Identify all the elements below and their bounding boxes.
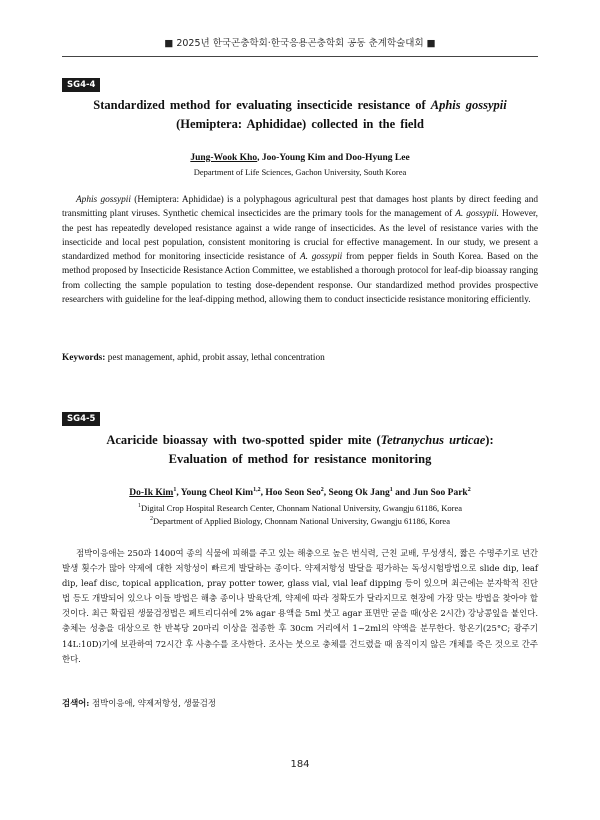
session-tag: SG4-5 [62, 412, 100, 426]
abstract: 점박이응애는 250과 1400여 종의 식물에 피해를 주고 있는 해충으로 높은 번식력, 근친 교배, 무성생식, 짧은 수명주기로 년간 발생 횟수가 많아 약제에 대한 저항성이 빠르게 발달하는 종이다. 약제저항성 발달을 평가하는 독성시험방법으로 slide dip, leaf dip, leaf disc, topical application, pray potter tower, glass vial, vial leaf dipping 등이 있으며 최근에는 분자학적 진단법 등도 개발되어 있으나 이들 방법은 해충 종이나 발육단계, 약제에 따라 정확도가 달라지므로 현장에 가장 맞는 방법을 찾아야 할 것이다. 최근 확립된 생물검정법은 페트리디쉬에 2% agar 용액을 5ml 붓고 agar 표면만 굳을 때(상온 2시간) 강낭콩잎을 붙인다. 충체는 성충을 대상으로 한 반복당 20마리 이상을 접종한 후 30cm 거리에서 1~2ml의 약액을 분무한다. 항온기(25°C; 광주기 14L:10D)기에 보관하여 72시간 후 사충수를 조사한다. 조사는 붓으로 충체를 건드렸을 때 움직이지 않은 개체를 죽은 것으로 간주한다. [62, 548, 538, 664]
presenting-author: Do-Ik Kim [129, 488, 174, 498]
page-number: 184 [290, 759, 310, 770]
session-tag: SG4-4 [62, 78, 100, 92]
author-list [62, 152, 538, 165]
species-name: Tetranychus urticae [380, 433, 486, 447]
species-name: Aphis gossypii [430, 98, 507, 112]
abstract: Aphis gossypii (Hemiptera: Aphididae) is a polyphagous agricultural pest that damages host plants by direct feeding and transmitting plant viruses. Synthetic chemical insecticides are the primary tools for the management of A. gossypii. However, the pest has repeatedly developed resistance against a wide range of insecticides. As the level of resistance varies with the insecticide and local pest population, consistent monitoring is crucial for effective management. In our study, we present a standardized method for monitoring insecticide resistance of A. gossypii from pepper fields in South Korea. Based on the method proposed by Insecticide Resistance Action Committee, we established a thorough protocol for leaf-dip bioassay ranging from collecting the sample population to testing dose-dependent response. Our standardized method provides prospective researchers with guideline for the leaf-dipping method, allowing them to conduct insecticide resistance monitoring efficiently. [62, 195, 539, 306]
presenting-author: Jung-Wook Kho [190, 153, 258, 163]
title-line-1: Standardized method for evaluating insecticide resistance of Aphis gossypii [93, 98, 507, 112]
affiliation: Department of Life Sciences, Gachon University, South Korea [193, 167, 407, 177]
title-line-2: (Hemiptera: Aphididae) collected in the field [176, 117, 424, 131]
keywords: Keywords: pest management, aphid, probit assay, lethal concentration [62, 353, 325, 363]
article-title [62, 431, 538, 469]
co-authors: , Joo-Young Kim and Doo-Hyung Lee [257, 153, 410, 163]
keywords-label: 검색어: [62, 698, 90, 708]
affiliation-1: $^1$Digital Crop Hospital Research Center, Chonnam National University, Gwangju 61186, Korea [137, 503, 463, 513]
conference-header: ■ 2025년 한국곤충학회·한국응용곤충학회 공동 춘계학술대회 ■ [62, 34, 538, 57]
title-line-1: Acaricide bioassay with two-spotted spider mite (Tetranychus urticae): [106, 433, 494, 447]
author-list: Do-Ik Kim$^1$, Young Cheol Kim$^{1,2}$, Hoo Seon Seo$^2$, Seong Ok Jang$^1$ and Jun Soo Park$^2$ [129, 486, 471, 498]
affiliation-2: $^2$Department of Applied Biology, Chonnam National University, Gwangju 61186, Korea [150, 516, 450, 526]
title-line-2: Evaluation of method for resistance monitoring [168, 452, 432, 466]
article-title [62, 96, 538, 134]
keywords-label: Keywords: [62, 353, 106, 363]
keywords: 검색어: 점박이응애, 약제저항성, 생물검정 [62, 698, 216, 708]
